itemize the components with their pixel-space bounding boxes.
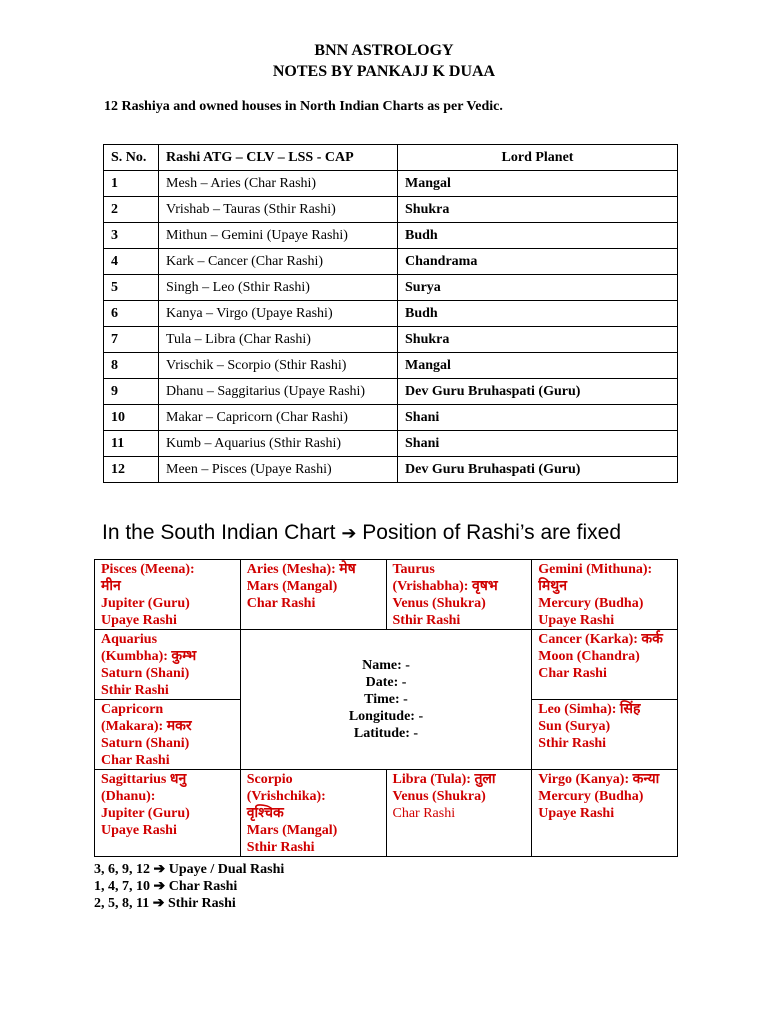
- rashi-lord: Saturn (Shani): [101, 736, 190, 751]
- rashi-name: Sagittarius धनु: [101, 772, 187, 787]
- rashi-lord: Mercury (Budha): [538, 789, 644, 804]
- col-sno-header: S. No.: [104, 145, 159, 171]
- sno-cell: 3: [104, 223, 159, 249]
- rashi-lord: Sun (Surya): [538, 719, 611, 734]
- rashi-hindi: (Makara): मकर: [101, 719, 192, 734]
- table-row: [104, 353, 678, 379]
- rashi-lord: Mars (Mangal): [246, 823, 338, 838]
- chart-center-details: [240, 630, 532, 770]
- south-indian-chart: [94, 559, 678, 857]
- rashi-cell: Singh – Leo (Sthir Rashi): [159, 275, 398, 301]
- lord-cell: Mangal: [398, 353, 678, 379]
- rashi-type: Sthir Rashi: [246, 840, 315, 855]
- table-row: [104, 431, 678, 457]
- south-title-part-2: Position of Rashi’s are fixed: [356, 521, 622, 544]
- rashi-lord: Moon (Chandra): [538, 649, 640, 664]
- doc-title: BNN ASTROLOGY: [314, 42, 454, 59]
- rashi-cell: Meen – Pisces (Upaye Rashi): [159, 457, 398, 483]
- arrow-icon: ➔: [341, 523, 357, 543]
- rashi-lord: Jupiter (Guru): [101, 806, 190, 821]
- table-row: [104, 457, 678, 483]
- name-field: Name: -: [362, 658, 410, 673]
- south-chart-title: [102, 521, 621, 545]
- group-upaye: [94, 861, 284, 878]
- table-row: [104, 327, 678, 353]
- table-row: [104, 197, 678, 223]
- rashi-lord: Venus (Shukra): [392, 596, 486, 611]
- rashi-cell: Makar – Capricorn (Char Rashi): [159, 405, 398, 431]
- rashi-table: [103, 144, 678, 483]
- arrow-icon: ➔: [152, 896, 165, 911]
- rashi-name: Virgo (Kanya): कन्या: [538, 772, 660, 787]
- rashi-cell: Vrishab – Tauras (Sthir Rashi): [159, 197, 398, 223]
- cell-gemini: [532, 560, 678, 630]
- cell-aries: [240, 560, 386, 630]
- rashi-hindi: मीन: [101, 579, 121, 594]
- cell-pisces: [95, 560, 241, 630]
- lord-cell: Chandrama: [398, 249, 678, 275]
- col-rashi-header: Rashi ATG – CLV – LSS - CAP: [159, 145, 398, 171]
- group-label: Sthir Rashi: [164, 896, 236, 911]
- rashi-name: Aquarius: [101, 632, 158, 647]
- rashi-hindi: (Kumbha): कुम्भ: [101, 649, 197, 664]
- rashi-type: Upaye Rashi: [538, 613, 615, 628]
- table-row: [104, 223, 678, 249]
- doc-subtitle: NOTES BY PANKAJJ K DUAA: [272, 63, 496, 80]
- rashi-lord: Jupiter (Guru): [101, 596, 190, 611]
- rashi-cell: Dhanu – Saggitarius (Upaye Rashi): [159, 379, 398, 405]
- sno-cell: 7: [104, 327, 159, 353]
- cell-cancer: [532, 630, 678, 700]
- table-row: [104, 301, 678, 327]
- rashi-type: Char Rashi: [538, 666, 607, 681]
- rashi-cell: Kanya – Virgo (Upaye Rashi): [159, 301, 398, 327]
- group-label: Char Rashi: [165, 879, 238, 894]
- rashi-cell: Tula – Libra (Char Rashi): [159, 327, 398, 353]
- cell-aquarius: [95, 630, 241, 700]
- arrow-icon: ➔: [153, 879, 166, 894]
- rashi-cell: Mithun – Gemini (Upaye Rashi): [159, 223, 398, 249]
- col-lord-header: Lord Planet: [398, 145, 678, 171]
- date-field: Date: -: [365, 675, 407, 690]
- table-header-row: [104, 145, 678, 171]
- cell-sagittarius: [95, 770, 241, 857]
- rashi-type: Upaye Rashi: [538, 806, 615, 821]
- rashi-name-2: (Vrishchika):: [246, 789, 326, 804]
- table-row: [104, 249, 678, 275]
- lord-cell: Dev Guru Bruhaspati (Guru): [398, 457, 678, 483]
- rashi-name: Pisces (Meena):: [101, 562, 195, 577]
- lord-cell: Shukra: [398, 327, 678, 353]
- intro-text: 12 Rashiya and owned houses in North Indian Charts as per Vedic.: [104, 99, 503, 114]
- rashi-hindi: वृश्चिक: [246, 806, 284, 821]
- rashi-name: Cancer (Karka): कर्क: [538, 632, 663, 647]
- south-title-part-1: In the South Indian Chart: [102, 521, 342, 544]
- rashi-groups: [94, 861, 284, 912]
- sno-cell: 12: [104, 457, 159, 483]
- cell-leo: [532, 700, 678, 770]
- lord-cell: Surya: [398, 275, 678, 301]
- rashi-type: Char Rashi: [101, 753, 170, 768]
- cell-libra: [386, 770, 532, 857]
- sno-cell: 6: [104, 301, 159, 327]
- rashi-hindi: (Vrishabha): वृषभ: [392, 579, 498, 594]
- cell-capricorn: [95, 700, 241, 770]
- rashi-cell: Kumb – Aquarius (Sthir Rashi): [159, 431, 398, 457]
- rashi-name: Gemini (Mithuna):: [538, 562, 653, 577]
- cell-taurus: [386, 560, 532, 630]
- sno-cell: 10: [104, 405, 159, 431]
- group-label: Upaye / Dual Rashi: [165, 862, 285, 877]
- longitude-field: Longitude: -: [348, 709, 424, 724]
- group-sthir: [94, 895, 284, 912]
- rashi-cell: Vrischik – Scorpio (Sthir Rashi): [159, 353, 398, 379]
- sno-cell: 5: [104, 275, 159, 301]
- rashi-name: Aries (Mesha): मेष: [246, 562, 356, 577]
- rashi-name: Scorpio: [246, 772, 293, 787]
- rashi-name: Leo (Simha): सिंह: [538, 702, 641, 717]
- table-row: [104, 405, 678, 431]
- group-numbers: 2, 5, 8, 11: [94, 896, 153, 911]
- rashi-type: Sthir Rashi: [392, 613, 461, 628]
- rashi-lord: Venus (Shukra): [392, 789, 486, 804]
- rashi-type: Sthir Rashi: [101, 683, 169, 698]
- sno-cell: 9: [104, 379, 159, 405]
- table-row: [104, 379, 678, 405]
- rashi-hindi: मिथुन: [538, 579, 567, 594]
- lord-cell: Budh: [398, 223, 678, 249]
- rashi-type: Char Rashi: [392, 806, 456, 821]
- rashi-name: Libra (Tula): तुला: [392, 772, 496, 787]
- rashi-cell: Mesh – Aries (Char Rashi): [159, 171, 398, 197]
- rashi-hindi: (Dhanu):: [101, 789, 156, 804]
- lord-cell: Dev Guru Bruhaspati (Guru): [398, 379, 678, 405]
- cell-scorpio: [240, 770, 386, 857]
- rashi-type: Sthir Rashi: [538, 736, 607, 751]
- rashi-type: Char Rashi: [246, 596, 316, 611]
- rashi-type: Upaye Rashi: [101, 823, 177, 838]
- cell-virgo: [532, 770, 678, 857]
- sno-cell: 2: [104, 197, 159, 223]
- rashi-cell: Kark – Cancer (Char Rashi): [159, 249, 398, 275]
- sno-cell: 4: [104, 249, 159, 275]
- lord-cell: Mangal: [398, 171, 678, 197]
- lord-cell: Budh: [398, 301, 678, 327]
- sno-cell: 1: [104, 171, 159, 197]
- table-row: [104, 171, 678, 197]
- group-numbers: 3, 6, 9, 12: [94, 862, 154, 877]
- arrow-icon: ➔: [153, 862, 166, 877]
- lord-cell: Shani: [398, 405, 678, 431]
- sno-cell: 11: [104, 431, 159, 457]
- sno-cell: 8: [104, 353, 159, 379]
- table-row: [104, 275, 678, 301]
- rashi-lord: Saturn (Shani): [101, 666, 190, 681]
- latitude-field: Latitude: -: [353, 726, 419, 741]
- lord-cell: Shukra: [398, 197, 678, 223]
- rashi-name: Taurus: [392, 562, 435, 577]
- lord-cell: Shani: [398, 431, 678, 457]
- group-char: [94, 878, 284, 895]
- time-field: Time: -: [364, 692, 408, 707]
- group-numbers: 1, 4, 7, 10: [94, 879, 154, 894]
- rashi-name: Capricorn: [101, 702, 164, 717]
- rashi-lord: Mars (Mangal): [246, 579, 338, 594]
- rashi-lord: Mercury (Budha): [538, 596, 644, 611]
- rashi-type: Upaye Rashi: [101, 613, 177, 628]
